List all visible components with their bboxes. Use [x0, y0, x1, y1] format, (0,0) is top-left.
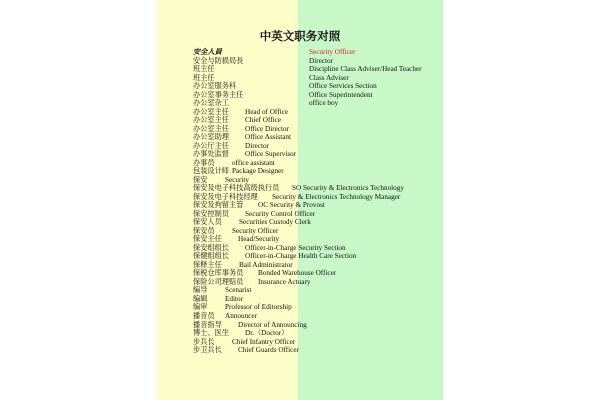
english-title: Security Officer [232, 226, 279, 235]
glossary-row [193, 312, 493, 321]
chinese-title: 保安主任 [193, 235, 222, 244]
chinese-title: 办公室事务主任 [193, 90, 244, 99]
chinese-title: 保安及电子科技高级执行员 [193, 184, 280, 193]
glossary-row [193, 329, 493, 338]
chinese-title: 保安员 [193, 226, 215, 235]
chinese-title: 播音指导 [193, 320, 222, 329]
chinese-title: 保安控制员 [193, 209, 229, 218]
english-title: Office Services Section [309, 82, 377, 91]
english-title: Officer-in-Charge Health Care Section [245, 252, 357, 261]
glossary-row [193, 201, 493, 210]
english-title: SO Security & Electronics Technology [292, 184, 404, 193]
chinese-title: 编审 [193, 303, 208, 312]
glossary-row [193, 303, 493, 312]
glossary-row [193, 210, 493, 219]
english-title: Discipline Class Adviser/Head Teacher [309, 65, 422, 74]
english-title: Package Designer [232, 167, 284, 176]
english-title: Bail Administrator [239, 260, 293, 269]
glossary-row [193, 338, 493, 347]
glossary-row [193, 116, 493, 125]
glossary-row [193, 57, 493, 66]
chinese-title: 编导 [193, 286, 208, 295]
glossary-row [193, 235, 493, 244]
chinese-title: 保健组组长 [193, 252, 229, 261]
chinese-title: 办公室服务科 [193, 82, 237, 91]
glossary-row [193, 125, 493, 134]
chinese-title: 步卫兵长 [193, 346, 222, 355]
glossary-row [193, 286, 493, 295]
chinese-title: 办公厅主任 [193, 141, 229, 150]
glossary-row [193, 227, 493, 236]
glossary-row [193, 159, 493, 168]
glossary-row [193, 167, 493, 176]
english-title: Dr.（Doctor） [245, 329, 289, 338]
english-title: Insurance Actuary [258, 277, 311, 286]
english-title: Announcer [225, 311, 257, 320]
english-title: office assistant [232, 158, 275, 167]
english-title: Security & Electronics Technology Manager [272, 192, 401, 201]
chinese-title: 办公室杂工 [193, 99, 229, 108]
english-title: Office Superintendent [309, 90, 373, 99]
english-title: Head/Security [238, 235, 280, 244]
english-title: Chief Infantry Officer [232, 337, 296, 346]
glossary-row [193, 184, 493, 193]
chinese-title: 保安组组长 [193, 243, 229, 252]
glossary-row [193, 269, 493, 278]
glossary-row [193, 74, 493, 83]
chinese-title: 播音员 [193, 311, 215, 320]
glossary-row [193, 150, 493, 159]
chinese-title: 办公室主任 [193, 124, 229, 133]
chinese-title: 办公室助理 [193, 133, 229, 142]
chinese-title: 保税仓库事务员 [193, 269, 244, 278]
glossary-row [193, 176, 493, 185]
english-title: Professor of Editorship [225, 303, 292, 312]
english-title: Chief Guards Officer [238, 346, 299, 355]
english-title: Bonded Warehouse Officer [258, 269, 337, 278]
chinese-title: 包装设计师 [193, 167, 229, 176]
glossary-row [193, 252, 493, 261]
chinese-title: 办事员 [193, 158, 215, 167]
english-title: Scenarist [225, 286, 252, 295]
english-title: Head of Office [245, 107, 288, 116]
chinese-title: 办事处监督 [193, 150, 229, 159]
english-title: Security [225, 175, 249, 184]
english-title: Director [245, 141, 269, 150]
chinese-title: 编辑 [193, 294, 208, 303]
glossary-row [193, 278, 493, 287]
english-title: Chief Office [245, 116, 281, 125]
glossary-header-row [193, 48, 493, 57]
english-title: Office Director [245, 124, 289, 133]
chinese-title: 班主任 [193, 73, 215, 82]
page-title: 中英文职务对照 [259, 29, 341, 43]
english-title: Editor [225, 294, 243, 303]
english-title: Class Adviser [309, 73, 349, 82]
header-chinese: 安全人員 [193, 48, 222, 56]
english-title: OC Security & Provost [258, 201, 325, 210]
glossary-row [193, 142, 493, 151]
chinese-title: 保释主任 [193, 260, 222, 269]
english-title: Office Supervisor [245, 150, 297, 159]
english-title: office boy [309, 99, 339, 108]
chinese-title: 保安及电子科技经理 [193, 192, 258, 201]
chinese-title: 博士、医生 [193, 329, 229, 338]
glossary-row [193, 321, 493, 330]
chinese-title: 保安及拘留主管 [193, 201, 244, 210]
chinese-title: 安全与防损局長 [193, 56, 244, 65]
english-title: Security Control Officer [245, 209, 316, 218]
chinese-title: 保险公司理赔员 [193, 277, 244, 286]
glossary-row [193, 244, 493, 253]
chinese-title: 步兵长 [193, 337, 215, 346]
glossary-row [193, 218, 493, 227]
chinese-title: 保安 [193, 175, 208, 184]
glossary-row [193, 99, 493, 108]
english-title: Securities Custody Clerk [239, 218, 311, 227]
glossary-row [193, 295, 493, 304]
header-english: Security Officer [309, 48, 356, 56]
glossary-row [193, 82, 493, 91]
chinese-title: 班主任 [193, 65, 215, 74]
glossary-row [193, 65, 493, 74]
english-title: Director of Announcing [238, 320, 307, 329]
english-title: Officer-in-Charge Security Section [245, 243, 346, 252]
glossary-row [193, 91, 493, 100]
chinese-title: 保安人员 [193, 218, 222, 227]
english-title: Director [309, 56, 333, 65]
glossary-row [193, 133, 493, 142]
glossary-row [193, 346, 493, 355]
glossary-row [193, 108, 493, 117]
chinese-title: 办公室主任 [193, 107, 229, 116]
english-title: Office Assistant [245, 133, 291, 142]
glossary-list [193, 48, 493, 355]
chinese-title: 办公室主任 [193, 116, 229, 125]
glossary-row [193, 193, 493, 202]
